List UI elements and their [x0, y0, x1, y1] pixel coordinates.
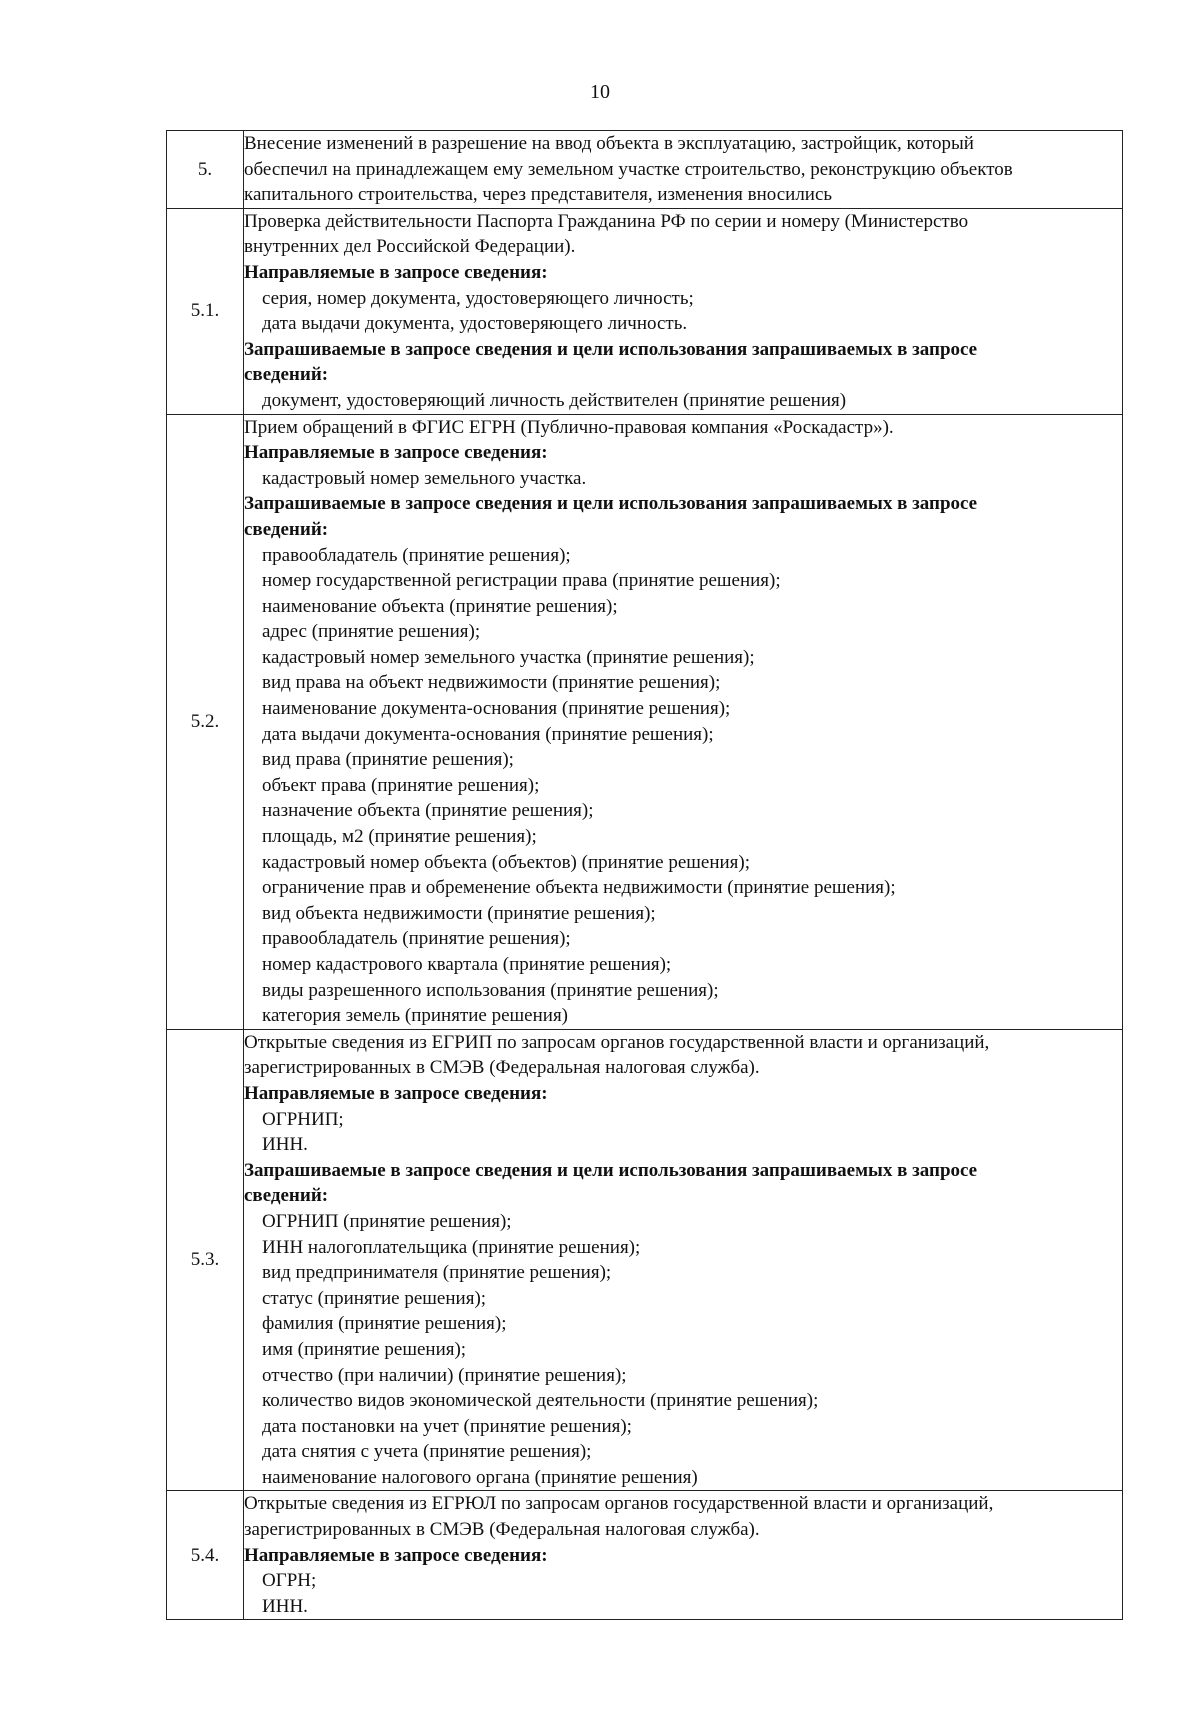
requested-data-item: статус (принятие решения);	[262, 1287, 487, 1309]
requested-data-item: вид объекта недвижимости (принятие решения);	[262, 902, 656, 924]
description-line: Открытые сведения из ЕГРИП по запросам органов государственной власти и организаций,	[244, 1031, 990, 1053]
requested-data-item: наименование объекта (принятие решения);	[262, 595, 618, 617]
sent-data-item: ИНН.	[262, 1134, 308, 1156]
requested-data-item: ограничение прав и обременение объекта недвижимости (принятие решения);	[262, 877, 896, 899]
requested-data-item: ИНН налогоплательщика (принятие решения);	[262, 1236, 641, 1258]
table-body	[167, 131, 1123, 1620]
requested-data-item: вид предпринимателя (принятие решения);	[262, 1262, 612, 1284]
sent-data-item: ОГРН;	[262, 1570, 317, 1592]
requested-data-item: дата выдачи документа-основания (принятие решения);	[262, 723, 714, 745]
sent-data-item: ОГРНИП;	[262, 1108, 344, 1130]
description-line: зарегистрированных в СМЭВ (Федеральная налоговая служба).	[244, 1057, 760, 1079]
row-number: 5.4.	[167, 1491, 244, 1620]
description-line: внутренних дел Российской Федерации).	[244, 236, 576, 258]
requested-data-item: отчество (при наличии) (принятие решения);	[262, 1364, 627, 1386]
requested-data-item: номер кадастрового квартала (принятие решения);	[262, 954, 672, 975]
requested-data-item: дата снятия с учета (принятие решения);	[262, 1441, 592, 1463]
row-content	[244, 414, 1123, 1029]
sent-data-item: дата выдачи документа, удостоверяющего личность.	[262, 313, 688, 335]
requested-data-item: правообладатель (принятие решения);	[262, 928, 571, 950]
row-content	[244, 208, 1123, 414]
sent-data-heading: Направляемые в запросе сведения:	[244, 1544, 548, 1566]
table-row	[167, 1491, 1123, 1620]
row-number: 5.2.	[167, 414, 244, 1029]
sent-data-item: кадастровый номер земельного участка.	[262, 467, 587, 489]
requested-data-item: кадастровый номер земельного участка (принятие решения);	[262, 646, 755, 668]
description-line: Проверка действительности Паспорта Гражданина РФ по серии и номеру (Министерство	[244, 210, 969, 232]
requested-data-heading: Запрашиваемые в запросе сведения и цели использования запрашиваемых в запросе	[244, 338, 978, 360]
requested-data-item: адрес (принятие решения);	[262, 621, 481, 643]
requested-data-heading: сведений:	[244, 518, 329, 540]
description-line: Внесение изменений в разрешение на ввод объекта в эксплуатацию, застройщик, который	[244, 133, 974, 154]
requested-data-item: ОГРНИП (принятие решения);	[262, 1210, 512, 1232]
sent-data-item: серия, номер документа, удостоверяющего личность;	[262, 287, 694, 309]
requested-data-item: наименование налогового органа (принятие решения)	[262, 1466, 698, 1488]
requested-data-item: категория земель (принятие решения)	[262, 1005, 569, 1027]
description-line: зарегистрированных в СМЭВ (Федеральная налоговая служба).	[244, 1519, 760, 1541]
requested-data-item: назначение объекта (принятие решения);	[262, 800, 594, 822]
requested-data-item: кадастровый номер объекта (объектов) (принятие решения);	[262, 851, 751, 873]
row-content	[244, 1029, 1123, 1491]
table-row	[167, 208, 1123, 414]
requested-data-item: вид права на объект недвижимости (принятие решения);	[262, 672, 721, 694]
requested-data-item: виды разрешенного использования (принятие решения);	[262, 979, 719, 1001]
row-content	[244, 1491, 1123, 1620]
requested-data-item: имя (принятие решения);	[262, 1338, 467, 1360]
sent-data-item: ИНН.	[262, 1595, 308, 1617]
requested-data-item: площадь, м2 (принятие решения);	[262, 826, 537, 848]
requested-data-item: наименование документа-основания (принятие решения);	[262, 698, 731, 720]
description-line: капитального строительства, через представителя, изменения вносились	[244, 184, 833, 206]
document-table	[166, 130, 1123, 1620]
table-row	[167, 414, 1123, 1029]
description-line: Прием обращений в ФГИС ЕГРН (Публично-правовая компания «Роскадастр»).	[244, 416, 894, 438]
requested-data-heading: сведений:	[244, 1185, 329, 1207]
sent-data-heading: Направляемые в запросе сведения:	[244, 261, 548, 283]
description-line: обеспечил на принадлежащем ему земельном участке строительство, реконструкцию объектов	[244, 158, 1013, 180]
table-row	[167, 1029, 1123, 1491]
row-number: 5.	[167, 131, 244, 209]
requested-data-heading: Запрашиваемые в запросе сведения и цели использования запрашиваемых в запросе	[244, 1159, 978, 1181]
row-number: 5.1.	[167, 208, 244, 414]
requested-data-item: количество видов экономической деятельности (принятие решения);	[262, 1390, 819, 1412]
sent-data-heading: Направляемые в запросе сведения:	[244, 442, 548, 464]
description-line: Открытые сведения из ЕГРЮЛ по запросам органов государственной власти и организаций,	[244, 1493, 994, 1515]
sent-data-heading: Направляемые в запросе сведения:	[244, 1082, 548, 1104]
requested-data-item: объект права (принятие решения);	[262, 774, 540, 796]
requested-data-item: вид права (принятие решения);	[262, 749, 514, 771]
requested-data-item: номер государственной регистрации права (принятие решения);	[262, 570, 781, 592]
page-number: 10	[590, 81, 610, 103]
requested-data-heading: сведений:	[244, 364, 329, 386]
requested-data-item: фамилия (принятие решения);	[262, 1313, 507, 1335]
table-row	[167, 131, 1123, 209]
requested-data-item: документ, удостоверяющий личность действителен (принятие решения)	[262, 389, 847, 411]
requested-data-item: дата постановки на учет (принятие решения);	[262, 1415, 632, 1437]
row-content	[244, 131, 1123, 209]
requested-data-heading: Запрашиваемые в запросе сведения и цели использования запрашиваемых в запросе	[244, 493, 978, 515]
row-number: 5.3.	[167, 1029, 244, 1491]
requested-data-item: правообладатель (принятие решения);	[262, 544, 571, 566]
